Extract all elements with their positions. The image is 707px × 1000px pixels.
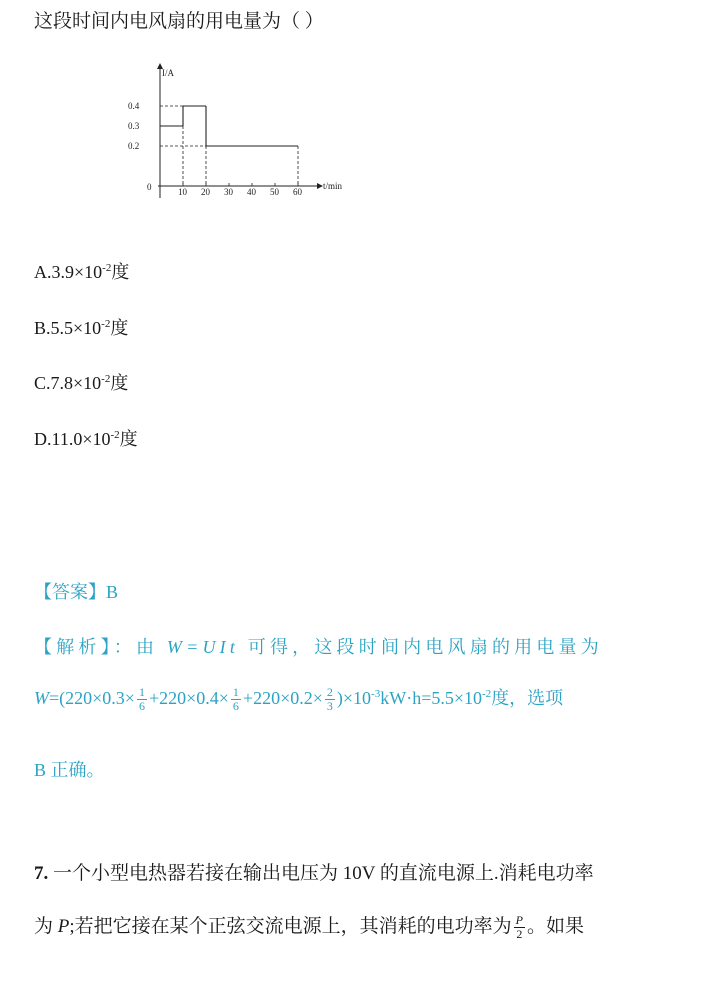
expr-part-e: )×10 <box>336 688 372 708</box>
x-tick-label: 10 <box>178 187 187 197</box>
explanation-line-2 <box>34 684 563 713</box>
option-a-unit: 度 <box>111 262 130 282</box>
exp-2: -2 <box>482 688 492 700</box>
option-b-text: B.5.5×10 <box>34 318 102 338</box>
option-d[interactable] <box>34 425 138 451</box>
origin-label: 0 <box>147 182 152 192</box>
expr-part-d: +220×0.2× <box>242 688 323 708</box>
x-tick-label: 40 <box>247 187 256 197</box>
x-tick-label: 60 <box>293 187 302 197</box>
explanation-text-rest: 可得，这段时间内电风扇的用电量为 <box>239 637 603 657</box>
q7-fraction-den: 2 <box>516 927 523 942</box>
y-tick-label: 0.4 <box>128 101 140 111</box>
fraction-1 <box>137 686 147 713</box>
current-time-chart <box>120 58 360 213</box>
option-a[interactable] <box>34 258 129 284</box>
x-axis-label: t/min <box>323 181 343 191</box>
question-stem: 这段时间内电风扇的用电量为（ ） <box>34 11 324 32</box>
option-d-unit: 度 <box>119 429 138 449</box>
var-w: W <box>34 688 49 708</box>
y-axis-label: I/A <box>162 68 174 78</box>
answer-line <box>34 578 118 604</box>
q7-var-p: P <box>57 916 70 937</box>
question-7-number: 7. <box>34 863 49 884</box>
formula: W=UIt <box>166 637 240 657</box>
q7-part-b: ;若把它接在某个正弦交流电源上，其消耗的电功率为 <box>69 916 512 937</box>
option-c-text: C.7.8×10 <box>34 373 102 393</box>
option-a-text: A.3.9×10 <box>34 262 103 282</box>
expr-part-c: +220×0.4× <box>148 688 229 708</box>
q7-fraction <box>514 914 525 941</box>
chart-svg <box>120 58 360 208</box>
explanation-label: 【解析】： <box>34 637 136 657</box>
answer-value: B <box>106 582 119 602</box>
expr-part-g: 度，选项 <box>491 688 564 708</box>
fraction-3-den: 3 <box>326 699 333 714</box>
option-b-unit: 度 <box>110 318 129 338</box>
option-d-exp: -2 <box>110 429 120 441</box>
option-d-text: D.11.0×10 <box>34 429 111 449</box>
option-a-exp: -2 <box>102 262 112 274</box>
x-tick-label: 50 <box>270 187 279 197</box>
x-tick-label: 20 <box>201 187 210 197</box>
y-tick-label: 0.2 <box>128 141 140 151</box>
q7-part-a: 为 <box>34 916 58 937</box>
question-7-line-2 <box>34 911 584 941</box>
option-c-exp: -2 <box>101 373 111 385</box>
option-c-unit: 度 <box>110 373 129 393</box>
q7-part-c: 。如果 <box>527 916 585 937</box>
explanation-line-1 <box>34 633 603 659</box>
question-7-text: 一个小型电热器若接在输出电压为 10V 的直流电源上.消耗电功率 <box>48 863 594 884</box>
fraction-2 <box>231 686 241 713</box>
option-c[interactable] <box>34 369 128 395</box>
fraction-1-num: 1 <box>138 685 145 700</box>
question-7-line-1 <box>34 858 594 885</box>
fraction-3-num: 2 <box>326 685 333 700</box>
expr-part-f: kW·h=5.5×10 <box>380 688 483 708</box>
fraction-1-den: 6 <box>138 699 145 714</box>
answer-label: 【答案】 <box>34 582 106 602</box>
fraction-3 <box>325 686 335 713</box>
y-tick-label: 0.3 <box>128 121 140 131</box>
option-b[interactable] <box>34 314 128 340</box>
exp-1: -3 <box>371 688 381 700</box>
x-tick-label: 30 <box>224 187 233 197</box>
expr-part-b: =(220×0.3× <box>49 688 135 708</box>
q7-fraction-num: P <box>515 913 523 928</box>
explanation-text: 由 <box>136 637 167 657</box>
option-b-exp: -2 <box>101 318 111 330</box>
fraction-2-den: 6 <box>232 699 239 714</box>
fraction-2-num: 1 <box>232 685 239 700</box>
explanation-line-3: B 正确。 <box>34 760 105 780</box>
